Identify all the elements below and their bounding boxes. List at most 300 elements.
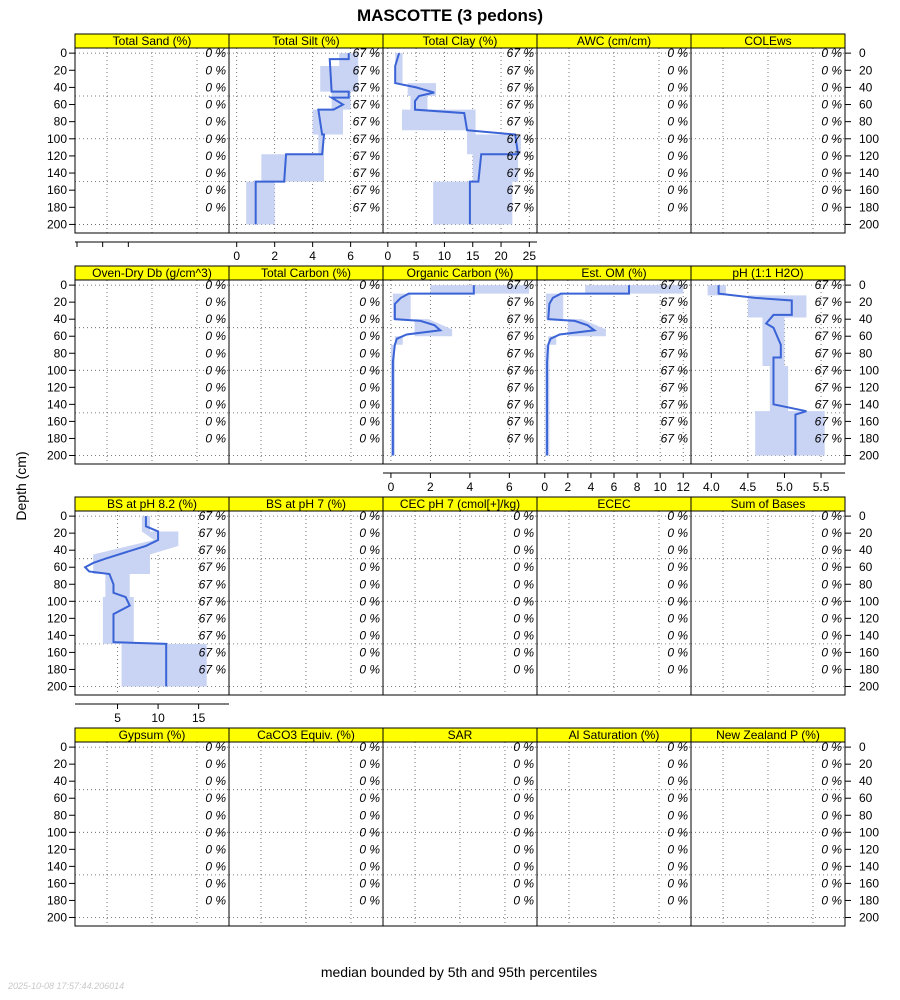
y-tick-label-right: 40 <box>859 80 873 95</box>
pct-label: 0 % <box>667 97 688 112</box>
panel <box>691 728 845 926</box>
pct-label: 0 % <box>821 543 842 558</box>
pct-label: 0 % <box>205 97 226 112</box>
panel-title: BS at pH 8.2 (%) <box>106 497 198 511</box>
pct-label: 0 % <box>667 131 688 146</box>
pct-label: 0 % <box>821 791 842 806</box>
pct-label: 67 % <box>814 278 842 293</box>
pct-label: 0 % <box>821 628 842 643</box>
y-tick-label-right: 140 <box>859 397 880 412</box>
pct-label: 0 % <box>205 63 226 78</box>
x-tick-label: 25 <box>522 249 537 263</box>
panel <box>75 728 229 926</box>
y-tick-label-left: 20 <box>53 757 67 772</box>
y-tick-label-right: 120 <box>859 611 880 626</box>
pct-label: 67 % <box>352 80 380 95</box>
pct-label: 67 % <box>352 114 380 129</box>
pct-label: 67 % <box>198 543 226 558</box>
pct-label: 0 % <box>359 380 380 395</box>
y-tick-label-left: 0 <box>60 740 67 755</box>
x-tick-label: 15 <box>191 711 206 725</box>
x-tick-label: 6 <box>347 249 354 263</box>
pct-label: 0 % <box>513 808 534 823</box>
panel <box>537 266 691 494</box>
pct-label: 67 % <box>352 131 380 146</box>
panel-title: Total Carbon (%) <box>260 266 352 280</box>
y-tick-label-right: 200 <box>859 679 880 694</box>
pct-label: 0 % <box>821 859 842 874</box>
y-tick-label-right: 200 <box>859 910 880 925</box>
x-tick-label: 15 <box>466 249 480 263</box>
y-tick-label-left: 0 <box>60 46 67 61</box>
pct-label: 0 % <box>205 825 226 840</box>
pct-label: 67 % <box>506 312 534 327</box>
panel-title: CaCO3 Equiv. (%) <box>257 728 355 742</box>
y-tick-label-right: 160 <box>859 876 880 891</box>
y-tick-label-right: 80 <box>859 577 873 592</box>
panel-row-3 <box>47 497 879 725</box>
y-tick-label-left: 100 <box>46 594 67 609</box>
pct-label: 0 % <box>205 295 226 310</box>
panel <box>383 34 537 263</box>
pct-label: 0 % <box>359 645 380 660</box>
pct-label: 67 % <box>506 431 534 446</box>
y-tick-label-left: 200 <box>46 910 67 925</box>
pct-label: 0 % <box>359 509 380 524</box>
x-tick-label: 10 <box>151 711 165 725</box>
pct-label: 0 % <box>513 757 534 772</box>
pct-label: 67 % <box>814 295 842 310</box>
pct-label: 0 % <box>205 774 226 789</box>
pct-label: 67 % <box>506 329 534 344</box>
pct-label: 67 % <box>506 346 534 361</box>
pct-label: 0 % <box>821 114 842 129</box>
pct-label: 0 % <box>667 893 688 908</box>
panel-title: BS at pH 7 (%) <box>265 497 347 511</box>
y-tick-label-right: 100 <box>859 594 880 609</box>
pct-label: 0 % <box>667 509 688 524</box>
y-tick-label-right: 80 <box>859 808 873 823</box>
pct-label: 0 % <box>667 594 688 609</box>
pct-label: 0 % <box>205 414 226 429</box>
y-tick-label-left: 160 <box>46 414 67 429</box>
panel <box>383 266 537 494</box>
y-tick-label-left: 200 <box>46 217 67 232</box>
pct-label: 67 % <box>506 166 534 181</box>
pct-label: 0 % <box>513 662 534 677</box>
percentile-band <box>395 53 521 224</box>
y-tick-label-left: 40 <box>53 312 67 327</box>
panel <box>75 266 229 464</box>
panel <box>383 728 537 926</box>
pct-label: 0 % <box>667 757 688 772</box>
pct-label: 0 % <box>359 329 380 344</box>
y-tick-label-right: 20 <box>859 757 873 772</box>
y-tick-label-right: 60 <box>859 791 873 806</box>
y-tick-label-right: 100 <box>859 825 880 840</box>
y-tick-label-left: 80 <box>53 577 67 592</box>
panel <box>691 497 845 695</box>
pct-label: 0 % <box>667 46 688 61</box>
x-tick-label: 10 <box>437 249 452 263</box>
pct-label: 67 % <box>506 148 534 163</box>
pct-label: 67 % <box>660 312 688 327</box>
panel-title: Gypsum (%) <box>118 728 186 742</box>
pct-label: 67 % <box>352 46 380 61</box>
pct-label: 0 % <box>821 774 842 789</box>
pct-label: 0 % <box>667 645 688 660</box>
pct-label: 0 % <box>513 645 534 660</box>
pct-label: 67 % <box>198 662 226 677</box>
pct-label: 0 % <box>205 329 226 344</box>
x-tick-label: 5.5 <box>812 480 830 494</box>
pct-label: 67 % <box>814 397 842 412</box>
y-tick-label-right: 140 <box>859 628 880 643</box>
pct-label: 0 % <box>667 825 688 840</box>
pct-label: 0 % <box>359 825 380 840</box>
pct-label: 0 % <box>821 526 842 541</box>
pct-label: 67 % <box>506 131 534 146</box>
pct-label: 0 % <box>205 148 226 163</box>
y-tick-label-right: 20 <box>859 526 873 541</box>
y-tick-label-left: 180 <box>46 662 67 677</box>
pct-label: 0 % <box>205 842 226 857</box>
percentile-band <box>93 516 207 686</box>
pct-label: 0 % <box>205 397 226 412</box>
pct-label: 0 % <box>821 825 842 840</box>
pct-label: 67 % <box>198 560 226 575</box>
x-tick-label: 4.0 <box>702 480 720 494</box>
pct-label: 0 % <box>205 200 226 215</box>
y-tick-label-left: 160 <box>46 645 67 660</box>
y-tick-label-left: 20 <box>53 63 67 78</box>
panel <box>229 34 383 263</box>
x-tick-label: 5 <box>412 249 420 263</box>
pct-label: 0 % <box>821 166 842 181</box>
pct-label: 0 % <box>667 63 688 78</box>
timestamp: 2025-10-08 17:57:44.206014 <box>8 981 125 991</box>
pct-label: 67 % <box>506 200 534 215</box>
y-tick-label-right: 20 <box>859 63 873 78</box>
panel-title: Al Saturation (%) <box>568 728 660 742</box>
panel-title: Total Sand (%) <box>112 34 192 48</box>
pct-label: 0 % <box>359 774 380 789</box>
pct-label: 0 % <box>821 594 842 609</box>
pct-label: 0 % <box>513 543 534 558</box>
pct-label: 67 % <box>814 346 842 361</box>
y-tick-label-right: 140 <box>859 166 880 181</box>
y-tick-label-right: 180 <box>859 662 880 677</box>
pct-label: 0 % <box>513 893 534 908</box>
pct-label: 0 % <box>205 808 226 823</box>
x-tick-label: 6 <box>505 480 513 494</box>
y-tick-label-left: 140 <box>46 628 67 643</box>
pct-label: 0 % <box>513 509 534 524</box>
pct-label: 0 % <box>359 859 380 874</box>
pct-label: 67 % <box>198 526 226 541</box>
panel-title: AWC (cm/cm) <box>576 34 652 48</box>
panel-title: Organic Carbon (%) <box>406 266 514 280</box>
y-tick-label-right: 120 <box>859 148 880 163</box>
x-tick-label: 5.0 <box>776 480 793 494</box>
y-tick-label-right: 180 <box>859 893 880 908</box>
y-tick-label-left: 60 <box>53 791 67 806</box>
pct-label: 67 % <box>506 183 534 198</box>
pct-label: 0 % <box>359 312 380 327</box>
panel <box>537 497 691 695</box>
y-tick-label-left: 60 <box>53 329 67 344</box>
pct-label: 0 % <box>667 526 688 541</box>
pct-label: 67 % <box>814 312 842 327</box>
pct-label: 0 % <box>205 431 226 446</box>
pct-label: 0 % <box>205 893 226 908</box>
pct-label: 0 % <box>513 740 534 755</box>
pct-label: 67 % <box>506 278 534 293</box>
pct-label: 67 % <box>506 397 534 412</box>
pct-label: 67 % <box>198 594 226 609</box>
pct-label: 0 % <box>821 148 842 163</box>
pct-label: 0 % <box>821 611 842 626</box>
pct-label: 67 % <box>814 431 842 446</box>
pct-label: 67 % <box>506 363 534 378</box>
pct-label: 67 % <box>660 431 688 446</box>
pct-label: 0 % <box>821 560 842 575</box>
pct-label: 0 % <box>359 808 380 823</box>
pct-label: 0 % <box>205 791 226 806</box>
pct-label: 0 % <box>821 200 842 215</box>
y-tick-label-right: 60 <box>859 560 873 575</box>
pct-label: 0 % <box>667 114 688 129</box>
y-tick-label-left: 80 <box>53 114 67 129</box>
pct-label: 67 % <box>506 414 534 429</box>
y-tick-label-right: 80 <box>859 346 873 361</box>
panel <box>75 497 229 725</box>
pct-label: 0 % <box>205 80 226 95</box>
pct-label: 0 % <box>821 63 842 78</box>
pct-label: 0 % <box>359 628 380 643</box>
pct-label: 0 % <box>359 278 380 293</box>
pct-label: 0 % <box>205 131 226 146</box>
y-tick-label-left: 40 <box>53 774 67 789</box>
x-tick-label: 2 <box>271 249 279 263</box>
pct-label: 0 % <box>359 893 380 908</box>
pct-label: 0 % <box>205 312 226 327</box>
pct-label: 0 % <box>821 842 842 857</box>
pct-label: 0 % <box>667 80 688 95</box>
pct-label: 67 % <box>814 414 842 429</box>
pct-label: 67 % <box>814 363 842 378</box>
pct-label: 0 % <box>513 611 534 626</box>
pct-label: 67 % <box>506 114 534 129</box>
pct-label: 0 % <box>205 363 226 378</box>
pct-label: 0 % <box>359 594 380 609</box>
y-tick-label-right: 40 <box>859 312 873 327</box>
pct-label: 0 % <box>513 628 534 643</box>
pct-label: 0 % <box>667 148 688 163</box>
y-tick-label-left: 180 <box>46 893 67 908</box>
x-tick-label: 8 <box>633 480 641 494</box>
pct-label: 0 % <box>359 611 380 626</box>
pct-label: 0 % <box>359 791 380 806</box>
y-tick-label-left: 180 <box>46 200 67 215</box>
pct-label: 0 % <box>667 628 688 643</box>
y-tick-label-right: 60 <box>859 329 873 344</box>
pct-label: 0 % <box>359 543 380 558</box>
y-tick-label-left: 180 <box>46 431 67 446</box>
y-tick-label-right: 40 <box>859 774 873 789</box>
pct-label: 0 % <box>205 183 226 198</box>
pct-label: 67 % <box>506 63 534 78</box>
pct-label: 0 % <box>667 859 688 874</box>
x-tick-label: 0 <box>384 249 392 263</box>
y-tick-label-left: 120 <box>46 148 67 163</box>
pct-label: 0 % <box>821 80 842 95</box>
pct-label: 0 % <box>205 346 226 361</box>
chart-title: MASCOTTE (3 pedons) <box>356 6 544 25</box>
pct-label: 0 % <box>359 414 380 429</box>
pct-label: 67 % <box>198 628 226 643</box>
y-tick-label-left: 40 <box>53 543 67 558</box>
panel <box>229 497 383 695</box>
pct-label: 67 % <box>660 363 688 378</box>
y-axis-label: Depth (cm) <box>13 451 29 521</box>
panel-title: Est. OM (%) <box>581 266 647 280</box>
pct-label: 0 % <box>359 363 380 378</box>
pct-label: 0 % <box>667 577 688 592</box>
pct-label: 67 % <box>506 97 534 112</box>
y-tick-label-right: 120 <box>859 380 880 395</box>
panel <box>229 266 383 464</box>
pct-label: 0 % <box>513 594 534 609</box>
y-tick-label-right: 200 <box>859 217 880 232</box>
pct-label: 0 % <box>359 346 380 361</box>
pct-label: 67 % <box>660 380 688 395</box>
pct-label: 0 % <box>205 278 226 293</box>
pct-label: 0 % <box>205 380 226 395</box>
pct-label: 67 % <box>352 183 380 198</box>
pct-label: 0 % <box>205 876 226 891</box>
pct-label: 0 % <box>821 893 842 908</box>
y-tick-label-left: 120 <box>46 380 67 395</box>
pct-label: 0 % <box>667 611 688 626</box>
pct-label: 67 % <box>352 148 380 163</box>
y-tick-label-right: 120 <box>859 842 880 857</box>
pct-label: 0 % <box>667 740 688 755</box>
panel <box>691 34 845 233</box>
pct-label: 67 % <box>352 97 380 112</box>
pct-label: 0 % <box>821 46 842 61</box>
y-tick-label-left: 200 <box>46 679 67 694</box>
pct-label: 67 % <box>660 329 688 344</box>
pct-label: 67 % <box>198 645 226 660</box>
pct-label: 0 % <box>205 114 226 129</box>
y-tick-label-right: 60 <box>859 97 873 112</box>
pct-label: 0 % <box>821 740 842 755</box>
y-tick-label-right: 160 <box>859 645 880 660</box>
pct-label: 0 % <box>667 543 688 558</box>
pct-label: 67 % <box>506 380 534 395</box>
y-tick-label-left: 20 <box>53 295 67 310</box>
y-tick-label-right: 40 <box>859 543 873 558</box>
y-tick-label-left: 80 <box>53 346 67 361</box>
pct-label: 0 % <box>359 662 380 677</box>
x-tick-label: 5 <box>114 711 121 725</box>
panel-title: Total Silt (%) <box>272 34 340 48</box>
y-tick-label-left: 140 <box>46 397 67 412</box>
y-tick-label-left: 120 <box>46 611 67 626</box>
pct-label: 67 % <box>814 380 842 395</box>
y-tick-label-left: 100 <box>46 363 67 378</box>
pct-label: 67 % <box>352 63 380 78</box>
pct-label: 0 % <box>205 740 226 755</box>
y-tick-label-left: 100 <box>46 131 67 146</box>
pct-label: 67 % <box>198 577 226 592</box>
pct-label: 0 % <box>359 295 380 310</box>
panel-title: Oven-Dry Db (g/cm^3) <box>92 266 212 280</box>
pct-label: 0 % <box>359 431 380 446</box>
pct-label: 0 % <box>513 859 534 874</box>
pct-label: 0 % <box>359 876 380 891</box>
y-tick-label-left: 160 <box>46 876 67 891</box>
panel-title: New Zealand P (%) <box>716 728 820 742</box>
y-tick-label-right: 0 <box>859 509 866 524</box>
y-tick-label-right: 100 <box>859 363 880 378</box>
pct-label: 0 % <box>821 645 842 660</box>
pct-label: 67 % <box>660 278 688 293</box>
panel-row-1 <box>47 34 879 263</box>
y-tick-label-left: 140 <box>46 859 67 874</box>
pct-label: 67 % <box>198 611 226 626</box>
y-tick-label-right: 0 <box>859 46 866 61</box>
y-tick-label-right: 160 <box>859 414 880 429</box>
y-tick-label-right: 100 <box>859 131 880 146</box>
pct-label: 67 % <box>506 80 534 95</box>
pct-label: 0 % <box>667 200 688 215</box>
panel-title: pH (1:1 H2O) <box>732 266 804 280</box>
pct-label: 0 % <box>667 166 688 181</box>
pct-label: 67 % <box>352 200 380 215</box>
pct-label: 0 % <box>205 166 226 181</box>
pct-label: 0 % <box>821 183 842 198</box>
y-tick-label-right: 160 <box>859 183 880 198</box>
panel <box>537 728 691 926</box>
pct-label: 67 % <box>352 166 380 181</box>
y-tick-label-left: 100 <box>46 825 67 840</box>
pct-label: 0 % <box>359 577 380 592</box>
pct-label: 0 % <box>359 757 380 772</box>
pct-label: 0 % <box>513 842 534 857</box>
panel <box>229 728 383 926</box>
panel <box>75 34 229 247</box>
pct-label: 0 % <box>667 808 688 823</box>
y-tick-label-left: 120 <box>46 842 67 857</box>
y-tick-label-right: 180 <box>859 200 880 215</box>
pct-label: 0 % <box>513 825 534 840</box>
pct-label: 0 % <box>359 397 380 412</box>
pct-label: 0 % <box>513 791 534 806</box>
pct-label: 67 % <box>660 397 688 412</box>
pct-label: 0 % <box>359 560 380 575</box>
panel-title: Sum of Bases <box>730 497 806 511</box>
x-tick-label: 10 <box>653 480 667 494</box>
y-tick-label-right: 200 <box>859 448 880 463</box>
x-tick-label: 4.5 <box>739 480 757 494</box>
y-tick-label-right: 0 <box>859 278 866 293</box>
pct-label: 0 % <box>667 791 688 806</box>
pct-label: 67 % <box>198 509 226 524</box>
pct-label: 67 % <box>660 295 688 310</box>
y-tick-label-left: 40 <box>53 80 67 95</box>
